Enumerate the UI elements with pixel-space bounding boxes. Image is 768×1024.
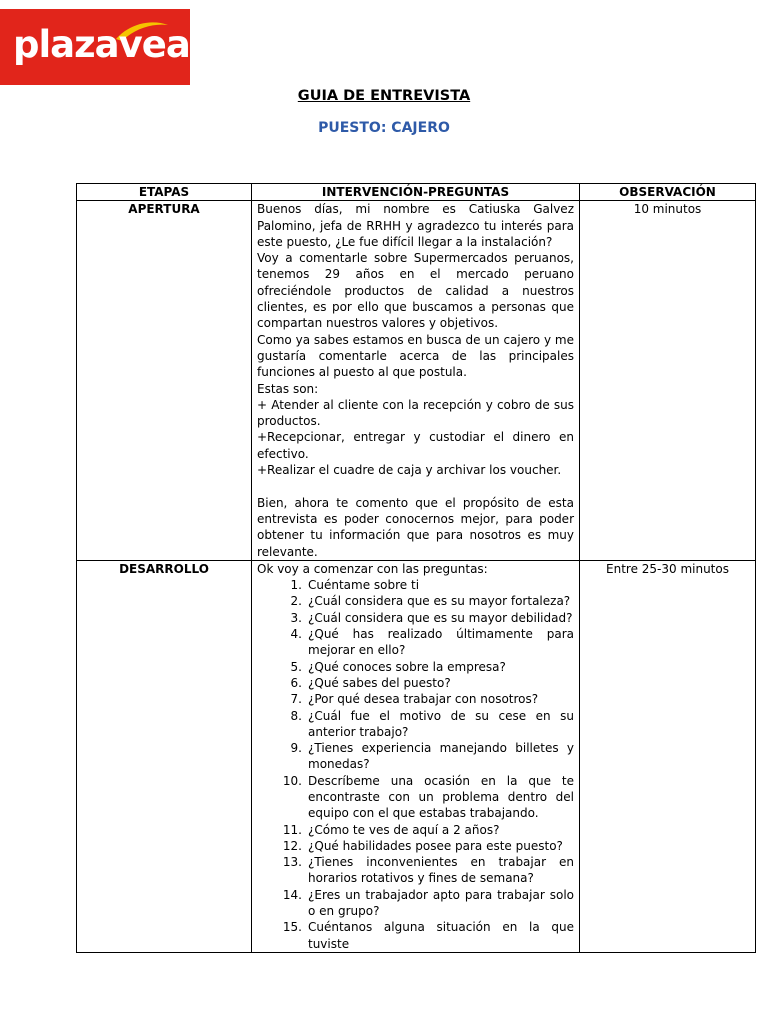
question-text: ¿Qué has realizado últimamente para mejorar en ello? [308, 627, 574, 658]
question-text: Cuéntanos alguna situación en la que tuviste [308, 920, 574, 951]
table-header-row [77, 184, 756, 201]
document-subtitle: PUESTO: CAJERO [318, 120, 450, 136]
list-item [257, 919, 574, 952]
question-text: ¿Qué sabes del puesto? [308, 675, 451, 690]
observation-cell: 10 minutos [580, 201, 756, 561]
question-number: 2. [290, 594, 302, 609]
question-number: 8. [290, 708, 302, 723]
question-number: 5. [290, 659, 302, 674]
question-number: 9. [290, 741, 302, 756]
question-number: 6. [290, 675, 302, 690]
question-text: ¿Cómo te ves de aquí a 2 años? [308, 822, 500, 837]
apertura-paragraph: +Recepcionar, entregar y custodiar el dinero en efectivo. [257, 430, 574, 461]
question-text: ¿Cuál considera que es su mayor fortaleza? [308, 594, 571, 609]
table-row-desarrollo [77, 560, 756, 952]
list-item [257, 626, 574, 659]
apertura-paragraph: + Atender al cliente con la recepción y cobro de sus productos. [257, 397, 574, 429]
list-item [257, 675, 574, 691]
header-intervencion: INTERVENCIÓN-PREGUNTAS [252, 184, 580, 201]
question-number: 14. [282, 887, 302, 902]
interview-table [76, 183, 756, 953]
apertura-paragraph: +Realizar el cuadre de caja y archivar los voucher. [257, 463, 562, 478]
question-number: 11. [282, 822, 302, 837]
question-list [257, 577, 574, 952]
question-number: 1. [290, 578, 302, 593]
list-item [257, 691, 574, 707]
question-number: 3. [290, 610, 302, 625]
apertura-paragraph: Buenos días, mi nombre es Catiuska Galvez Palomino, jefa de RRHH y agradezco tu interés para este puesto, ¿Le fue difícil llegar a la instalación? [257, 202, 574, 249]
question-text: ¿Qué conoces sobre la empresa? [308, 659, 506, 674]
list-item [257, 577, 574, 593]
list-item [257, 593, 574, 609]
apertura-paragraph: Voy a comentarle sobre Supermercados peruanos, tenemos 29 años en el mercado peruano ofreciéndole productos de calidad a nuestros clientes, es por ello que buscamos a personas que compartan nuestros valores y objetivos. [257, 251, 574, 331]
observation-cell: Entre 25-30 minutos [580, 560, 756, 952]
stage-cell: APERTURA [77, 201, 252, 561]
apertura-paragraph: Estas son: [257, 381, 319, 396]
question-number: 7. [290, 692, 302, 707]
question-text: ¿Cuál fue el motivo de su cese en su anterior trabajo? [308, 708, 574, 739]
question-number: 15. [282, 920, 302, 935]
questions-intro: Ok voy a comenzar con las preguntas: [257, 561, 488, 576]
apertura-paragraph: Como ya sabes estamos en busca de un cajero y me gustaría comentarle acerca de las principales funciones al puesto al que postula. [257, 332, 574, 380]
list-item [257, 773, 574, 822]
list-item [257, 659, 574, 675]
table-row-apertura [77, 201, 756, 561]
question-text: Cuéntame sobre ti [308, 578, 420, 593]
list-item [257, 822, 574, 838]
question-text: ¿Tienes experiencia manejando billetes y monedas? [308, 741, 574, 772]
header-observacion: OBSERVACIÓN [580, 184, 756, 201]
list-item [257, 740, 574, 773]
list-item [257, 610, 574, 626]
question-number: 13. [282, 855, 302, 870]
question-text: ¿Qué habilidades posee para este puesto? [308, 838, 563, 853]
list-item [257, 854, 574, 887]
list-item [257, 708, 574, 741]
question-number: 10. [282, 773, 302, 788]
header-etapas: ETAPAS [77, 184, 252, 201]
stage-cell: DESARROLLO [77, 560, 252, 952]
question-number: 4. [290, 627, 302, 642]
question-number: 12. [282, 838, 302, 853]
question-text: ¿Eres un trabajador apto para trabajar solo o en grupo? [308, 887, 574, 919]
apertura-paragraph: Bien, ahora te comento que el propósito de esta entrevista es poder conocernos mejor, para poder obtener tu información que para nosotros es muy relevante. [257, 495, 574, 559]
logo-text: plazavea [13, 23, 190, 66]
document-title: GUIA DE ENTREVISTA [297, 88, 471, 104]
list-item [257, 887, 574, 920]
question-text: ¿Tienes inconvenientes en trabajar en horarios rotativos y fines de semana? [308, 855, 574, 886]
list-item [257, 838, 574, 854]
question-text: ¿Por qué desea trabajar con nosotros? [308, 692, 539, 707]
plazavea-logo [0, 9, 190, 85]
apertura-content [252, 201, 580, 561]
desarrollo-content [252, 560, 580, 952]
question-text: Descríbeme una ocasión en la que te encontraste con un problema dentro del equipo con el que estabas trabajando. [308, 773, 574, 821]
blank-line [257, 478, 574, 494]
question-text: ¿Cuál considera que es su mayor debilidad? [308, 610, 573, 625]
